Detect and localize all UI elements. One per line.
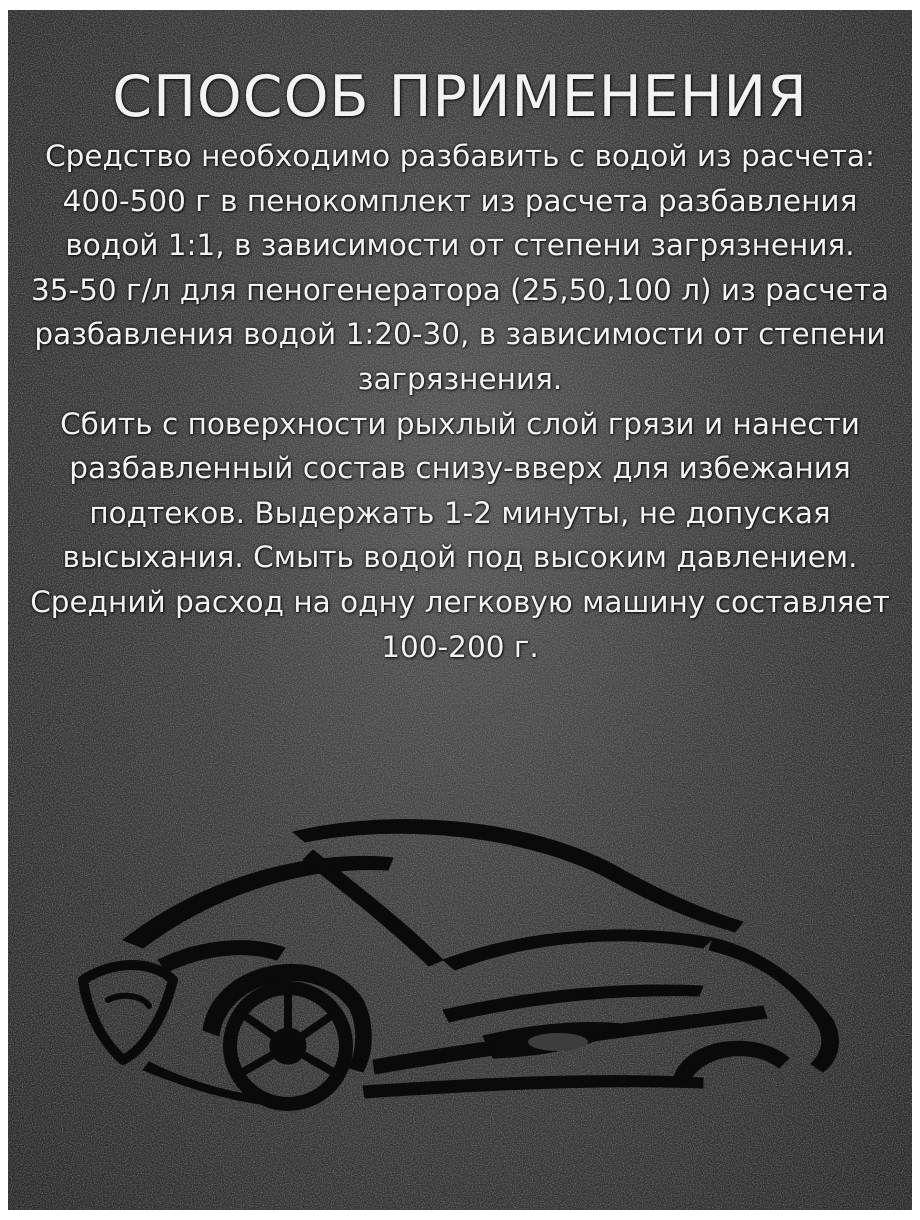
page-title: СПОСОБ ПРИМЕНЕНИЯ (112, 64, 808, 130)
instructions (8, 62, 912, 669)
paragraph-consumption: Средний расход на одну легковую машину составляет 100-200 г. (30, 584, 890, 664)
paragraph-dilution: Средство необходимо разбавить с водой из расчета: (45, 139, 875, 173)
paragraph-foam-generator: 35-50 г/л для пеногенератора (25,50,100 л) из расчета разбавления водой 1:20-30, в зависимости от степени загрязнения. (30, 272, 890, 396)
paragraph-application: Сбить с поверхности рыхлый слой грязи и нанести разбавленный состав снизу-вверх для избежания подтеков. Выдержать 1-2 минуты, не допуская высыхания. Смыть водой под высоким давлением. (60, 406, 860, 575)
paragraph-foam-kit: 400-500 г в пенокомплект из расчета разбавления водой 1:1, в зависимости от степени загрязнения. (62, 183, 858, 263)
car-silhouette-icon (63, 810, 873, 1120)
textured-panel (8, 10, 912, 1210)
